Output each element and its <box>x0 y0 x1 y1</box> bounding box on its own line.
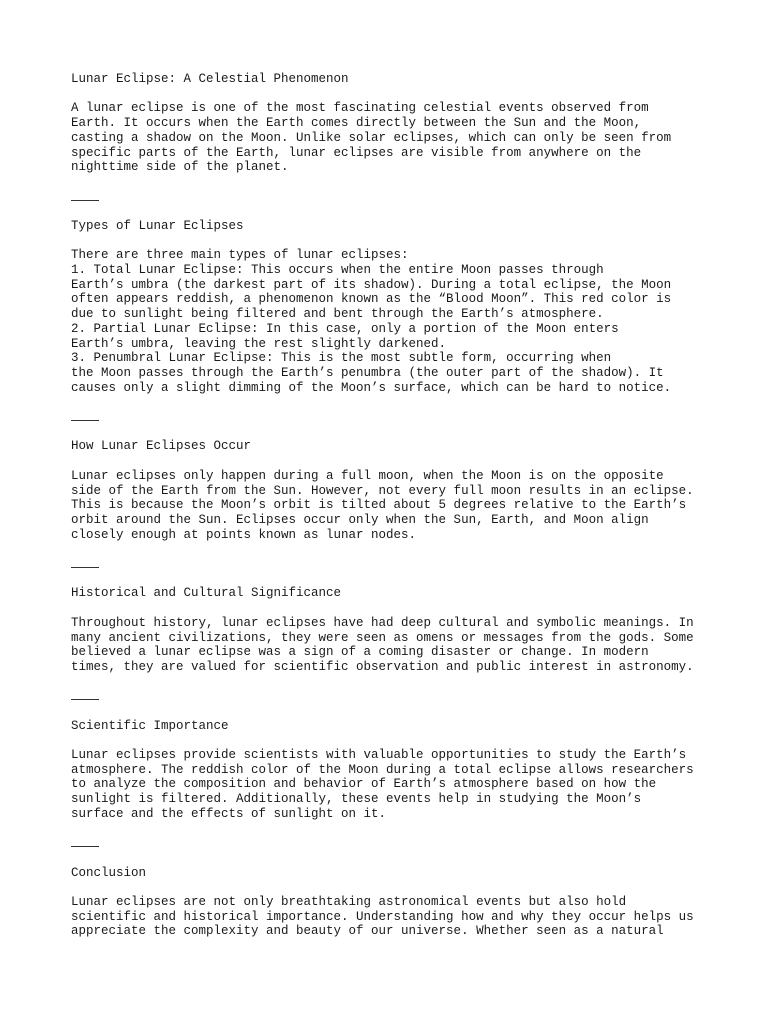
list-item: 3. Penumbral Lunar Eclipse: This is the most subtle form, occurring when the Moon passes through the Earth’s penumbra (the outer part of the shadow). It causes only a slight dimming of the Moon’s surface, which can be hard to notice. <box>71 351 672 395</box>
spacer <box>71 175 708 190</box>
science-paragraph: Lunar eclipses provide scientists with valuable opportunities to study the Earth’s atmosphere. The reddish color of the Moon during a total eclipse allows researchers to analyze the composition and behavior of Earth’s atmosphere based on how the sunlight is filtered. Additionally, these events help in studying the Moon’s surface and the effects of sunlight on it. <box>71 748 694 821</box>
history-paragraph: Throughout history, lunar eclipses have had deep cultural and symbolic meanings. In many ancient civilizations, they were seen as omens or messages from the gods. Some believed a lunar eclipse was a sign of a coming disaster or change. In modern times, they are valued for scientific observation and public interest in astronomy. <box>71 615 694 674</box>
eclipse-types-list <box>71 263 708 395</box>
conclusion-heading: Conclusion <box>71 865 147 880</box>
intro-paragraph: A lunar eclipse is one of the most fascinating celestial events observed from Earth. It occurs when the Earth comes directly between the Sun and the Moon, casting a shadow on the Moon. Unlike solar eclipses, which can only be seen from specific parts of the Earth, lunar eclipses are visible from anywhere on the nighttime side of the planet. <box>71 101 672 175</box>
spacer <box>71 542 708 557</box>
types-heading: Types of Lunar Eclipses <box>71 218 244 233</box>
spacer <box>71 880 708 895</box>
history-heading: Historical and Cultural Significance <box>71 586 342 601</box>
spacer <box>71 601 708 616</box>
spacer <box>71 454 708 469</box>
conclusion-paragraph: Lunar eclipses are not only breathtaking astronomical events but also hold scientific and historical importance. Understanding how and why they occur helps us appreciate the complexity and beauty of our universe. Whether seen as a natural <box>71 895 694 939</box>
section-divider <box>71 836 708 851</box>
list-item: 2. Partial Lunar Eclipse: In this case, only a portion of the Moon enters Earth’s umbra, leaving the rest slightly darkened. <box>71 321 619 351</box>
how-heading: How Lunar Eclipses Occur <box>71 439 252 454</box>
spacer <box>71 204 708 219</box>
list-item: 1. Total Lunar Eclipse: This occurs when the entire Moon passes through Earth’s umbra (the darkest part of its shadow). During a total eclipse, the Moon often appears reddish, a phenomenon known as the “Blood Moon”. This red color is due to sunlight being filtered and bent through the Earth’s atmosphere. <box>71 263 672 322</box>
document-title: Lunar Eclipse: A Celestial Phenomenon <box>71 72 349 86</box>
section-divider <box>71 410 708 425</box>
how-paragraph: Lunar eclipses only happen during a full moon, when the Moon is on the opposite side of the Earth from the Sun. However, not every full moon results in an eclipse. This is because the Moon’s orbit is tilted about 5 degrees relative to the Earth’s orbit around the Sun. Eclipses occur only when the Sun, Earth, and Moon align closely enough at points known as lunar nodes. <box>71 468 694 542</box>
spacer <box>71 395 708 410</box>
spacer <box>71 234 708 249</box>
spacer <box>71 733 708 748</box>
section-divider <box>71 190 708 205</box>
spacer <box>71 704 708 719</box>
spacer <box>71 822 708 837</box>
spacer <box>71 572 708 587</box>
spacer <box>71 425 708 440</box>
section-divider <box>71 689 708 704</box>
science-heading: Scientific Importance <box>71 718 229 733</box>
section-divider <box>71 557 708 572</box>
spacer <box>71 675 708 690</box>
spacer <box>71 87 708 102</box>
types-lead: There are three main types of lunar eclipses: <box>71 248 409 263</box>
spacer <box>71 851 708 866</box>
